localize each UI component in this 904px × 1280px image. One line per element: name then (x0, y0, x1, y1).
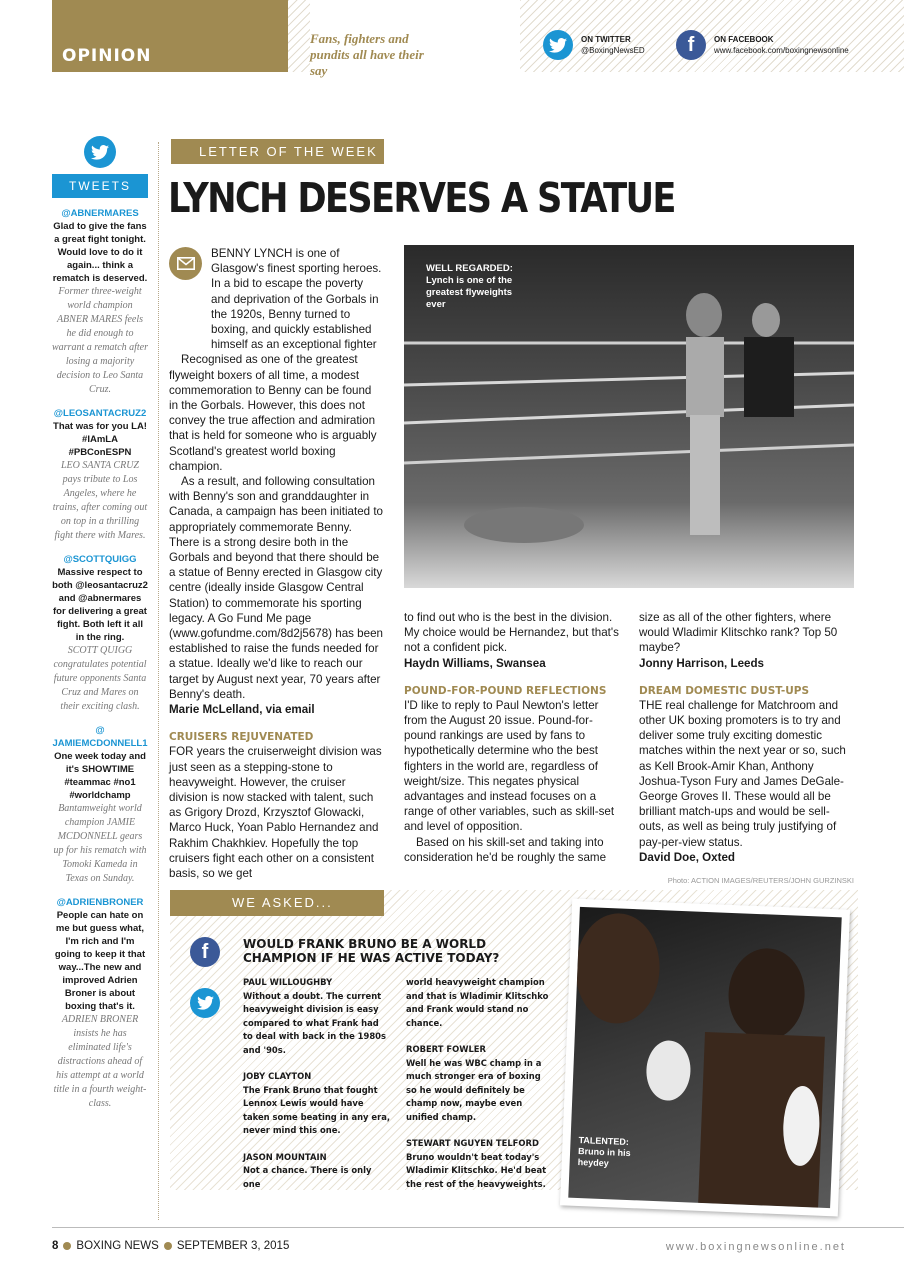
letter-paragraph: THE real challenge for Matchroom and other UK boxing promoters is to try and deliver some truly exciting domestic matches within the next year or so, such as Kell Brook-Amir Khan, Anthony Joshua-Tyson Fury and James DeGale-George Groves II. These would all be brilliant match-ups and would be sell-outs, as well as being truly justifying of pay-per-view status. (639, 698, 846, 849)
answers-left (243, 976, 391, 1204)
letter-subheading: DREAM DOMESTIC DUST-UPS (639, 684, 810, 697)
website-url[interactable]: www.boxingnewsonline.net (665, 1241, 846, 1253)
tweet-caption: Bantamweight world champion JAMIE MCDONNELL gears up for his rematch with Tomoki Kameda in Texas on Sunday. (53, 803, 147, 884)
we-asked-question: WOULD FRANK BRUNO BE A WORLD CHAMPION IF HE WAS ACTIVE TODAY? (243, 937, 500, 965)
footer-rule (52, 1227, 904, 1228)
tagline: Fans, fighters and pundits all have their say (310, 31, 424, 78)
answer (406, 1043, 554, 1124)
twitter-bird-icon (84, 136, 116, 168)
header-hatch-left (288, 0, 310, 72)
twitter-label: ON TWITTER (581, 35, 631, 44)
facebook-icon: f (190, 937, 220, 967)
tweet-caption: SCOTT QUIGG congratulates potential future opponents Santa Cruz and Mares on their exciting clash. (53, 645, 147, 712)
letter-kicker: LETTER OF THE WEEK (171, 139, 384, 164)
letter-signature: Marie McLelland, via email (169, 703, 315, 717)
letter-subheading: CRUISERS REJUVENATED (169, 731, 314, 744)
bullet-icon (63, 1242, 71, 1250)
answer-name: STEWART NGUYEN TELFORD (406, 1138, 539, 1148)
bullet-icon (164, 1242, 172, 1250)
we-asked-tab: WE ASKED... (170, 890, 384, 916)
facebook-icon: f (676, 30, 706, 60)
tweet-handle[interactable]: @ABNERMARES (61, 208, 139, 219)
tweet-caption: Former three-weight world champion ABNER MARES feels he did enough to warrant a rematch after losing a majority decision to Leo Santa Cruz. (52, 286, 149, 395)
photo-caption-text: Bruno in his heydey (577, 1145, 631, 1169)
letter-paragraph: to find out who is the best in the division. My choice would be Hernandez, but that's not a confident pick. (404, 611, 619, 655)
answer-text: Well he was WBC champ in a much stronger era of boxing so he would definitely be champ now, maybe even unified champ. (406, 1057, 542, 1122)
letter-column-2 (404, 610, 620, 865)
answer (243, 1151, 391, 1192)
letter-paragraph: As a result, and following consultation with Benny's son and granddaughter in Canada, a campaign has been initiated to appropriately commemorate Benny. There is a strong desire both in the Gorbals and beyond that there should be a statue of Benny erected in Glasgow city centre (ideally inside Glasgow Central Station) to commemorate his sporting legacy. A Go Fund Me page (www.gofundme.com/8d2j5678) has been established to raise the funds needed for a statue. Ideally we'd like to reach our target by August next year, 70 years after Benny's death. (169, 475, 383, 701)
answer (406, 1137, 554, 1191)
section-label: OPINION (62, 46, 152, 66)
tweet-handle[interactable]: @SCOTTQUIGG (63, 554, 137, 565)
tweet-caption: ADRIEN BRONER insists he has eliminated life's distractions ahead of his attempt at a world title in a fourth weight-class. (53, 1014, 147, 1109)
bruno-photo-image (568, 907, 841, 1208)
twitter-icon (543, 30, 573, 60)
photo-caption (577, 1135, 638, 1170)
letter-paragraph: Based on his skill-set and taking into consideration he'd be roughly the same (404, 835, 607, 864)
answer-name: JOBY CLAYTON (243, 1071, 312, 1081)
tweet-handle[interactable]: @LEOSANTACRUZ2 (53, 408, 147, 419)
letter-signature: Jonny Harrison, Leeds (639, 656, 764, 670)
letter-column-3 (639, 610, 853, 878)
magazine-name: BOXING NEWS (76, 1240, 159, 1252)
photo-caption-title: TALENTED: (578, 1134, 630, 1148)
tweet (52, 407, 148, 543)
photo-credit: Photo: ACTION IMAGES/REUTERS/JOHN GURZINSKI (667, 876, 854, 885)
tweet-text: Glad to give the fans a great fight tonight. Would love to do it again... think a rematch is deserved. (52, 221, 148, 284)
letter-headline: LYNCH DESERVES A STATUE (168, 174, 675, 222)
letter-paragraph: size as all of the other fighters, where would Wladimir Klitschko rank? Top 50 maybe? (639, 611, 838, 655)
tweet-text: One week today and it's SHOWTIME #teammac #no1 #worldchamp (54, 751, 146, 801)
answer-continued: world heavyweight champion and that is Wladimir Klitschko and Frank would stand no chance. (406, 977, 549, 1028)
page-number: 8 (52, 1240, 59, 1252)
lynch-photo (404, 245, 854, 588)
answer-text: Bruno wouldn't beat today's Wladimir Klitschko. He'd beat the rest of the heavyweights. (406, 1151, 547, 1189)
letter-signature: David Doe, Oxted (639, 850, 735, 864)
answer-text: Without a doubt. The current heavyweight division is easy compared to what Frank had to deal with back in the 1980s and '90s. (243, 990, 386, 1055)
letter-paragraph: I'D like to reply to Paul Newton's letter from the August 20 issue. Pound-for-pound rankings are used by fans to hypothetically determine who the best fighters in the world are, regardless of weight/size. This negates physical advantages and instead focuses on a range of other variables, such as skill-set and level of opposition. (404, 698, 615, 834)
facebook-url: www.facebook.com/boxingnewsonline (714, 46, 849, 55)
letter-column-1 (169, 246, 383, 881)
photo-caption-title: WELL REGARDED: (426, 263, 513, 274)
answers-right (406, 976, 554, 1204)
answer-name: PAUL WILLOUGHBY (243, 977, 333, 987)
letter-paragraph: BENNY LYNCH is one of Glasgow's finest sporting heroes. In a bid to escape the poverty and deprivation of the Gorbals in the 1920s, Benny turned to boxing, and quickly established himself as an exceptional fighter (211, 247, 382, 352)
tweet-text: People can hate on me but guess what, I'm rich and I'm going to keep it that way...The new and improved Adrien Broner is about boxing that's it. (54, 910, 146, 1012)
answer-text: Not a chance. There is only one (243, 1165, 372, 1189)
tweet (52, 724, 148, 886)
bruno-photo (560, 899, 850, 1217)
letter-paragraph: FOR years the cruiserweight division was just seen as a stepping-stone to heavyweight. However, the cruiser division is now stacked with talent, such as Grigory Drozd, Krzysztof Glowacki, Marco Huck, Yoan Pablo Hernandez and Rakhim Chakhkiev. Hopefully the top cruisers fight each other on a consistent basis, so we get (169, 745, 382, 880)
issue-date: SEPTEMBER 3, 2015 (176, 1240, 290, 1252)
facebook-info[interactable] (676, 30, 849, 60)
answer (243, 1070, 391, 1138)
twitter-info[interactable] (543, 30, 645, 60)
tweet-text: Massive respect to both @leosantacruz2 and @abnermares for delivering a great fight. Both left it all in the ring. (52, 567, 148, 643)
photo-caption-text: Lynch is one of the greatest flyweights ever (426, 275, 513, 310)
twitter-handle: @BoxingNewsED (581, 46, 645, 55)
folio (52, 1240, 289, 1252)
tweet (52, 207, 148, 397)
twitter-icon (190, 988, 220, 1018)
tweet-caption: LEO SANTA CRUZ pays tribute to Los Angeles, where he trains, after coming out on top in a thrilling fight there with Mares. (52, 460, 148, 541)
tweets-label: TWEETS (52, 174, 148, 198)
answer-name: ROBERT FOWLER (406, 1044, 486, 1054)
tweet (52, 553, 148, 714)
tweet-handle[interactable]: @ADRIENBRONER (56, 897, 144, 908)
section-tab (52, 0, 288, 72)
answer (243, 976, 391, 1057)
tweets-sidebar (52, 136, 148, 1121)
letter-paragraph: Recognised as one of the greatest flyweight boxers of all time, a modest commemoration to Benny can be found in the Gorbals. However, this does not convey the true affection and admiration that is held for someone who is arguably Scotland's greatest world boxing champion. (169, 353, 377, 473)
letter-signature: Haydn Williams, Swansea (404, 656, 546, 670)
letter-subheading: POUND-FOR-POUND REFLECTIONS (404, 684, 607, 697)
sidebar-divider (158, 142, 159, 1220)
answer-text: The Frank Bruno that fought Lennox Lewis would have taken some beating in any era, never mind this one. (243, 1084, 391, 1135)
tweet (52, 896, 148, 1111)
answer-name: JASON MOUNTAIN (243, 1151, 327, 1162)
facebook-label: ON FACEBOOK (714, 35, 774, 44)
tweet-text: That was for you LA! #IAmLA #PBConESPN (53, 421, 147, 458)
photo-caption (426, 263, 531, 311)
tweet-handle[interactable]: @ JAMIEMCDONNELL1 (52, 725, 148, 749)
